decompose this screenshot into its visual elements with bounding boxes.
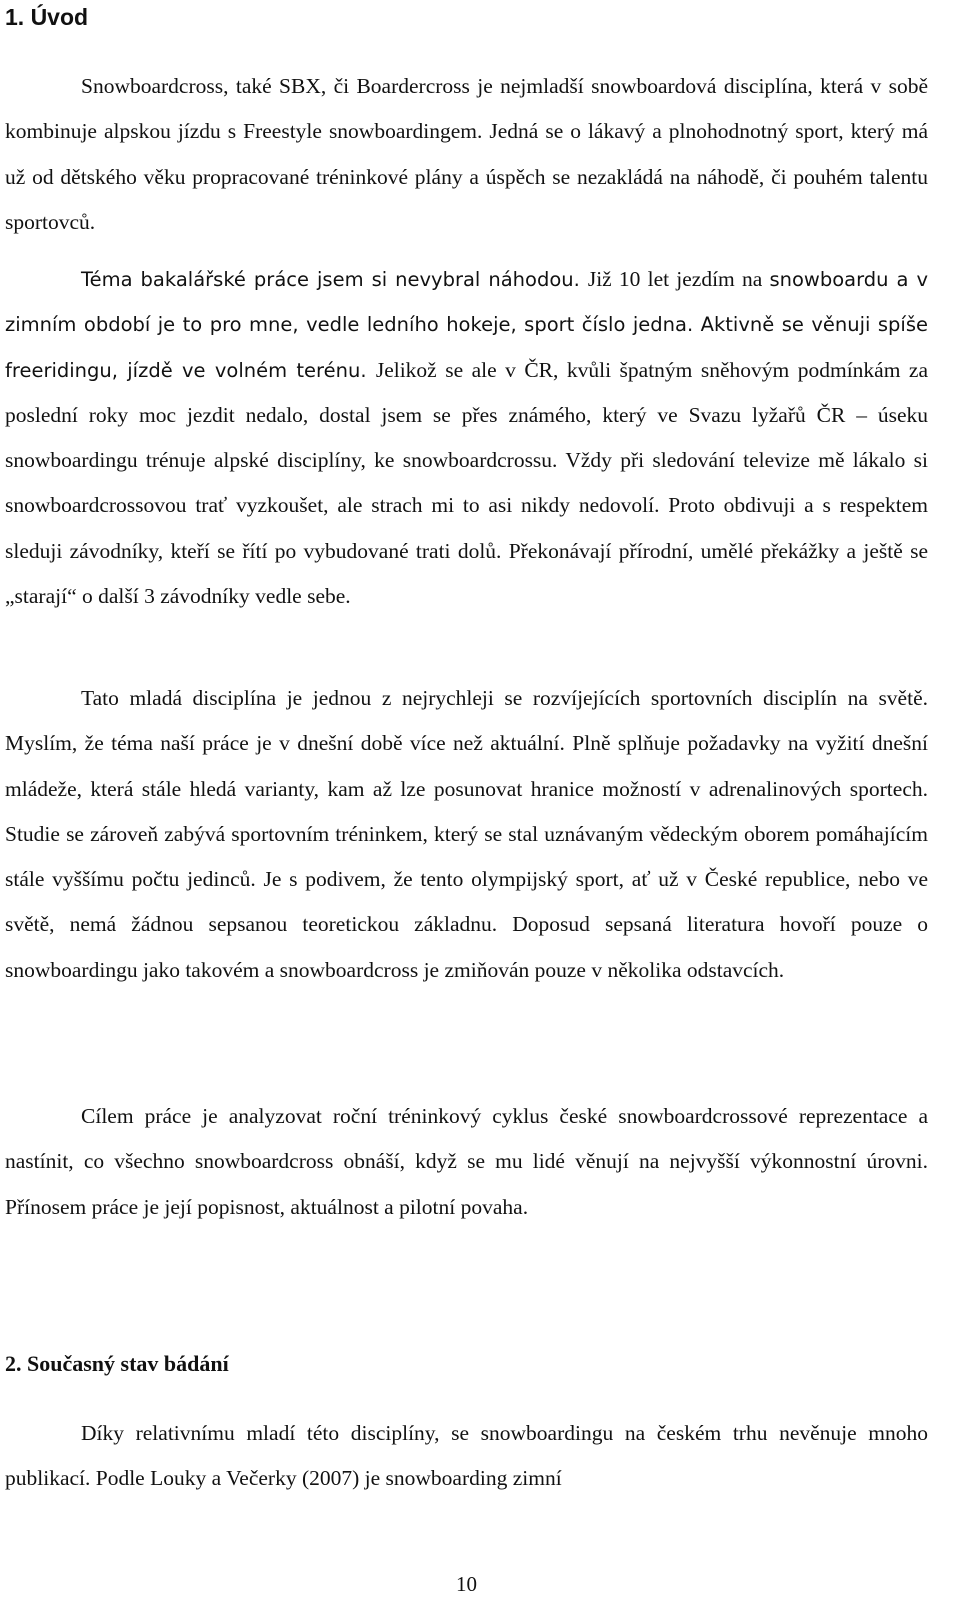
paragraph-intro-2-part3: snowboardu a v zimním období je to pro mne, vedle ledního hokeje, sport číslo jedna. Aktivně se věnuji spíše freeridingu, jízdě ve volném terénu. bbox=[5, 268, 929, 382]
paragraph-intro-3: Tato mladá disciplína je jednou z nejrychleji se rozvíjejících sportovních disciplín na světě. Myslím, že téma naší práce je v dnešní době více než aktuální. Plně splňuje požadavky na vyžití dnešní mládeže, která stále hledá varianty, kam až lze posunovat hranice možností v adrenalinových sportech. Studie se zároveň zabývá sportovním tréninkem, který se stal uznávaným vědeckým oborem pomáhajícím stále vyššímu počtu jedinců. Je s podivem, že tento olympijský sport, ať už v České republice, nebo ve světě, nemá žádnou sepsanou teoretickou základnu. Doposud sepsaná literatura hovoří pouze o snowboardingu jako takovém a snowboardcross je zmiňován pouze v několika odstavcích. bbox=[5, 686, 928, 982]
paragraph-intro-2-part4: Jelikož se ale v ČR, kvůli špatným sněhovým podmínkám za poslední roky moc jezdit nedalo, dostal jsem se přes známého, který ve Svazu lyžařů ČR – úseku snowboardingu trénuje alpské disciplíny, ke snowboardcrossu. Vždy při sledování televize mě lákalo si snowboardcrossovou trať vyzkoušet, ale strach mi to asi nikdy nedovolí. Proto obdivuji a s respektem sleduji závodníky, kteří se řítí po vybudované trati dolů. Překonávají přírodní, umělé překážky a ještě se „starají“ o další 3 závodníky vedle sebe. bbox=[5, 357, 928, 609]
section-heading-state-of-research: 2. Současný stav bádání bbox=[5, 1351, 229, 1376]
paragraph-intro-4: Cílem práce je analyzovat roční tréninkový cyklus české snowboardcrossové reprezentace a nastínit, co všechno snowboardcross obnáší, když se mu lidé věnují na nejvyšší výkonnostní úrovni. Přínosem práce je její popisnost, aktuálnost a pilotní povaha. bbox=[5, 1104, 928, 1219]
page-number: 10 bbox=[456, 1572, 477, 1596]
paragraph-intro-2 bbox=[5, 257, 928, 619]
section-heading-intro: 1. Úvod bbox=[5, 4, 89, 30]
paragraph-research-1: Díky relativnímu mladí této disciplíny, se snowboardingu na českém trhu nevěnuje mnoho publikací. Podle Louky a Večerky (2007) je snowboarding zimní bbox=[5, 1421, 928, 1491]
paragraph-intro-2-part2: Již 10 let jezdím na bbox=[587, 267, 770, 291]
paragraph-intro-1: Snowboardcross, také SBX, či Boardercross je nejmladší snowboardová disciplína, která v sobě kombinuje alpskou jízdu s Freestyle snowboardingem. Jedná se o lákavý a plnohodnotný sport, který má už od dětského věku propracované tréninkové plány a úspěch se nezakládá na náhodě, či pouhém talentu sportovců. bbox=[5, 74, 928, 234]
paragraph-intro-2-part1: Téma bakalářské práce jsem si nevybral náhodou. bbox=[81, 268, 588, 291]
